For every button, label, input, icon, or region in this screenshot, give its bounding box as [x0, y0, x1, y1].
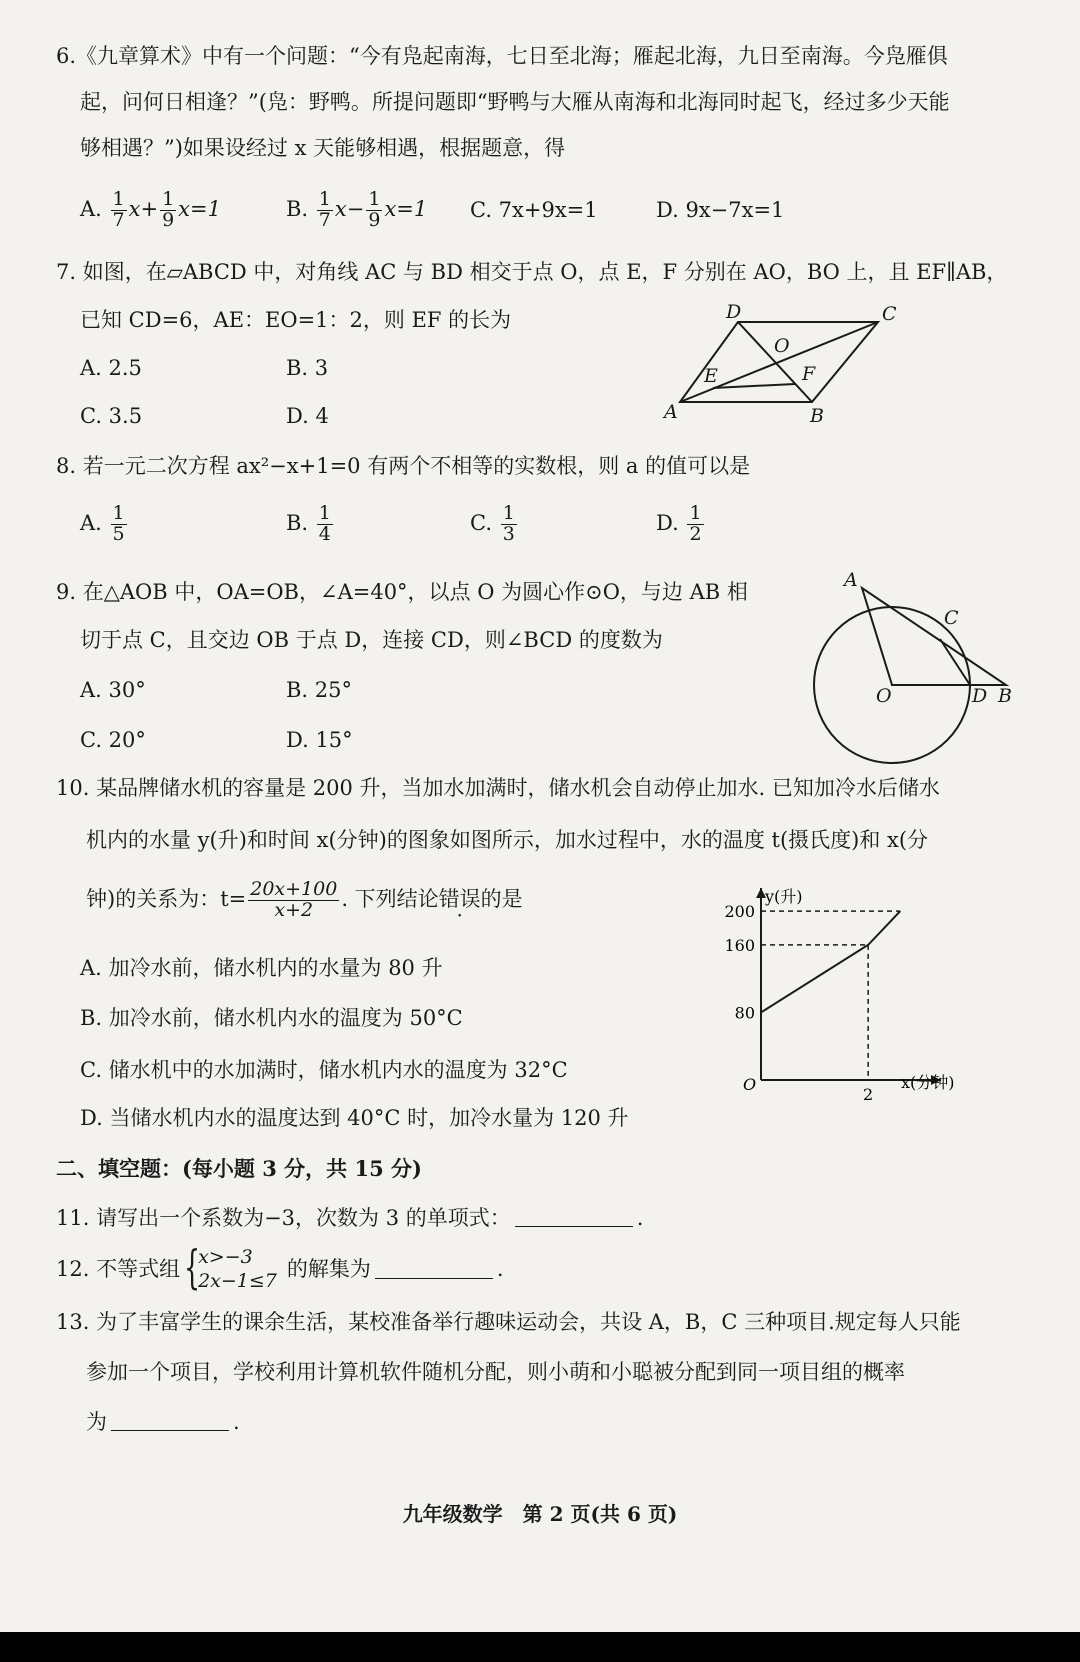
y-tick-label: 160	[724, 935, 755, 955]
q6-option-d: D. 9x−7x=1	[656, 198, 785, 222]
q10-line1: 10. 某品牌储水机的容量是 200 升，当加水加满时，储水机会自动停止加水. 已知加冷水后储水	[56, 776, 940, 800]
q9-option-b: B. 25°	[286, 678, 353, 702]
q10-option-a: A. 加冷水前，储水机内的水量为 80 升	[80, 956, 443, 980]
label-f: F	[802, 363, 816, 385]
q9-option-c: C. 20°	[80, 728, 146, 752]
label-c: C	[944, 607, 959, 629]
q7-option-c: C. 3.5	[80, 404, 143, 428]
parallelogram-figure	[660, 300, 920, 430]
fraction: $\frac{1}{7}$	[112, 188, 125, 231]
q7-option-b: B. 3	[286, 356, 329, 380]
q8-option-d: D. $\frac{1}{2}$	[656, 502, 702, 545]
label-e: E	[704, 365, 718, 387]
q10-option-b: B. 加冷水前，储水机内水的温度为 50°C	[80, 1006, 463, 1030]
q7-option-d: D. 4	[286, 404, 329, 428]
water-volume-chart	[715, 880, 955, 1100]
q6-option-b: B. $\frac{1}{7}$ x− $\frac{1}{9}$ x=1	[286, 188, 428, 231]
fraction: $\frac{1}{4}$	[318, 502, 331, 545]
label-o: O	[774, 335, 790, 357]
x-axis-label: x(分钟)	[901, 1073, 955, 1092]
fraction: $\frac{1}{2}$	[689, 502, 702, 545]
q13-line1: 13. 为了丰富学生的课余生活，某校准备举行趣味运动会，共设 A，B，C 三种项目.规定每人只能	[56, 1310, 961, 1334]
q9-option-d: D. 15°	[286, 728, 353, 752]
fraction: $\frac{1}{9}$	[162, 188, 175, 231]
q12-line: 12. 不等式组 { x>−3 2x−1≤7 的解集为 .	[56, 1240, 504, 1294]
q7-option-a: A. 2.5	[80, 356, 142, 380]
answer-blank[interactable]	[515, 1208, 633, 1227]
label-c: C	[882, 303, 897, 325]
label-a: A	[844, 570, 858, 591]
origin-label: O	[743, 1075, 757, 1094]
label-b: B	[810, 405, 824, 427]
diagonal-bd	[738, 322, 812, 402]
fraction: $\frac{1}{5}$	[112, 502, 125, 545]
label-d: D	[972, 685, 988, 707]
q9-option-a: A. 30°	[80, 678, 146, 702]
q6-option-c: C. 7x+9x=1	[470, 198, 598, 222]
inequality-system: { x>−3 2x−1≤7	[184, 1240, 277, 1294]
q8-line1: 8. 若一元二次方程 ax²−x+1=0 有两个不相等的实数根，则 a 的值可以是	[56, 454, 751, 478]
q13-line3: 为 .	[86, 1410, 240, 1434]
q8-option-a: A. $\frac{1}{5}$	[80, 502, 125, 545]
fraction: $\frac{1}{3}$	[502, 502, 515, 545]
fraction: $\frac{1}{9}$	[368, 188, 381, 231]
q8-option-c: C. $\frac{1}{3}$	[470, 502, 515, 545]
q10-option-d: D. 当储水机内水的温度达到 40°C 时，加冷水量为 120 升	[80, 1106, 629, 1130]
x-tick-label: 2	[863, 1085, 874, 1100]
q8-option-b: B. $\frac{1}{4}$	[286, 502, 331, 545]
q9-line1: 9. 在△AOB 中，OA=OB，∠A=40°，以点 O 为圆心作⊙O，与边 AB 相	[56, 580, 748, 604]
y-tick-label: 200	[724, 902, 755, 922]
q9-line2: 切于点 C，且交边 OB 于点 D，连接 CD，则∠BCD 的度数为	[80, 628, 663, 652]
section-2-heading: 二、填空题：(每小题 3 分，共 15 分)	[56, 1156, 422, 1181]
page-footer: 九年级数学 第 2 页(共 6 页)	[402, 1502, 678, 1526]
q10-option-c: C. 储水机中的水加满时，储水机内水的温度为 32°C	[80, 1058, 568, 1082]
y-axis-label: y(升)	[765, 887, 803, 906]
fraction: $\frac{1}{7}$	[318, 188, 331, 231]
q6-option-a: A. $\frac{1}{7}$ x+ $\frac{1}{9}$ x=1	[80, 188, 221, 231]
q13-line2: 参加一个项目，学校利用计算机软件随机分配，则小萌和小聪被分配到同一项目组的概率	[86, 1360, 905, 1384]
q6-line1: 6.《九章算术》中有一个问题：“今有凫起南海，七日至北海；雁起北海，九日至南海。今凫雁俱	[56, 44, 948, 68]
triangle-aob	[862, 588, 1006, 685]
series-line-water	[761, 911, 900, 1012]
fraction: $\frac{20x+100}{x+2}$	[250, 878, 338, 921]
q6-line2: 起，问何日相逢？”(凫：野鸭。所提问题即“野鸭与大雁从南海和北海同时起飞，经过多少天能	[80, 90, 950, 114]
bottom-bar	[0, 1632, 1080, 1662]
circle-tangent-figure	[800, 570, 1040, 810]
answer-blank[interactable]	[111, 1412, 229, 1431]
label-o: O	[876, 685, 892, 707]
q7-line1: 7. 如图，在▱ABCD 中，对角线 AC 与 BD 相交于点 O，点 E，F 分别在 AO，BO 上，且 EF∥AB，	[56, 260, 1008, 284]
label-b: B	[998, 685, 1012, 707]
q11-line: 11. 请写出一个系数为−3，次数为 3 的单项式： .	[56, 1206, 644, 1230]
label-d: D	[726, 301, 742, 323]
q6-line3: 够相遇？”)如果设经过 x 天能够相遇，根据题意，得	[80, 136, 566, 160]
label-a: A	[664, 401, 678, 423]
q7-line2: 已知 CD=6，AE：EO=1：2，则 EF 的长为	[80, 308, 512, 332]
answer-blank[interactable]	[375, 1260, 493, 1279]
q10-line2: 机内的水量 y(升)和时间 x(分钟)的图象如图所示，加水过程中，水的温度 t(摄氏度)和 x(分	[86, 828, 929, 852]
y-tick-label: 80	[734, 1003, 755, 1023]
q10-line3: 钟)的关系为：t= $\frac{20x+100}{x+2}$ . 下列结论错误的是	[86, 878, 523, 921]
